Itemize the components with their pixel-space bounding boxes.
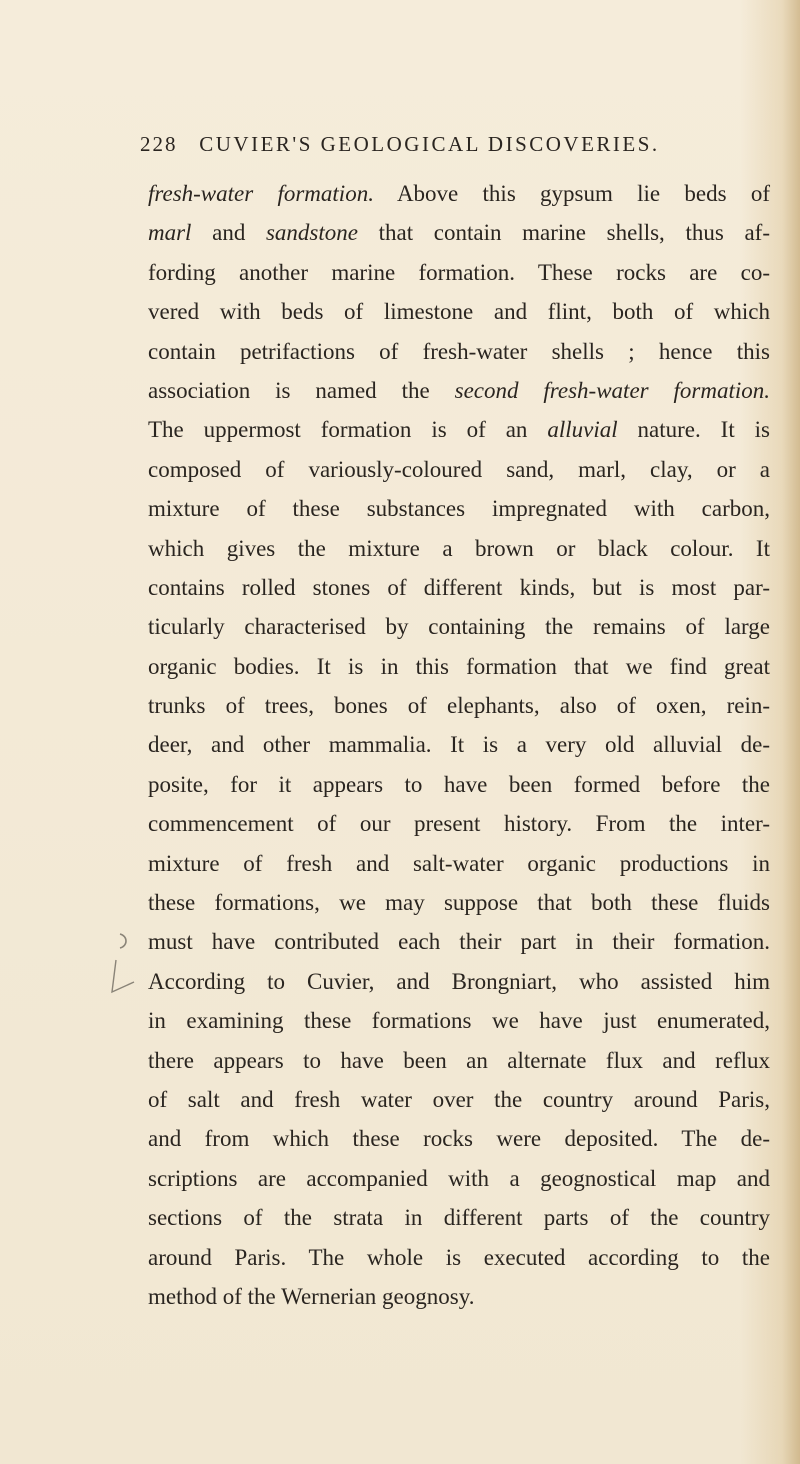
running-head [140,132,700,168]
text-line [148,962,770,1001]
text-segment: deer, and other mammalia. It is a very old alluvial de- [148,732,770,758]
italic-text-segment: alluvial [547,417,618,443]
text-line [148,1041,770,1080]
text-segment: vered with beds of limestone and flint, both of which [148,299,770,325]
text-line [148,883,770,922]
text-segment: contains rolled stones of different kinds, but is most par- [148,574,770,600]
italic-text-segment: fresh-water formation. [148,181,374,206]
text-segment: posite, for it appears to have been formed before the [148,771,770,797]
text-line [148,844,770,883]
text-segment: The uppermost formation is of an [148,417,548,443]
text-segment: mixture of these substances impregnated with carbon, [148,496,770,522]
text-line [148,292,770,331]
text-line [148,725,770,764]
text-segment: association is named the [148,377,455,403]
text-segment: mixture of fresh and salt-water organic productions in [148,850,770,876]
text-line [148,647,770,686]
text-line [148,686,770,725]
text-line [148,174,770,213]
italic-text-segment: sandstone [265,220,358,246]
text-segment: organic bodies. It is in this formation that we find great [148,653,770,679]
text-line [148,1277,770,1316]
text-segment: commencement of our present history. From the inter- [148,811,770,837]
page-number: 228 [140,132,178,156]
text-line [148,1198,770,1237]
text-line [148,804,770,843]
text-segment: According to Cuvier, and Brongniart, who assisted him [148,968,770,994]
text-segment: that contain marine shells, thus af- [357,220,770,246]
running-title: CUVIER'S GEOLOGICAL DISCOVERIES. [199,132,660,156]
text-line [148,1238,770,1277]
text-segment: these formations, we may suppose that both these fluids [148,890,770,916]
text-segment: which gives the mixture a brown or black colour. It [148,535,770,561]
text-line [148,371,770,410]
text-line [148,922,770,961]
text-segment: in examining these formations we have just enumerated, [148,1008,770,1034]
text-segment: must have contributed each their part in their formation. [148,929,770,955]
text-segment: and [191,220,266,246]
text-line [148,450,770,489]
text-segment: and from which these rocks were deposited. The de- [148,1126,770,1152]
text-line [148,1080,770,1119]
text-segment: ticularly characterised by containing the remains of large [148,614,770,640]
text-segment: around Paris. The whole is executed according to the [148,1244,770,1270]
text-segment: composed of variously-coloured sand, marl, clay, or a [148,456,770,482]
italic-text-segment: marl [148,220,192,246]
text-segment: contain petrifactions of fresh-water shells ; hence this [148,338,770,364]
text-line [148,253,770,292]
text-line [148,332,770,371]
text-line [148,213,770,252]
text-line [148,1159,770,1198]
text-line [148,489,770,528]
text-line [148,410,770,449]
pencil-margin-mark [104,930,138,1000]
text-segment: of salt and fresh water over the country around Paris, [148,1086,770,1112]
text-segment: method of the Wernerian geognosy. [148,1283,475,1309]
text-line [148,568,770,607]
text-line [148,1001,770,1040]
text-line [148,607,770,646]
text-line [148,529,770,568]
text-segment: there appears to have been an alternate flux and reflux [148,1047,770,1073]
italic-text-segment: second fresh-water formation. [454,377,771,403]
text-segment: scriptions are accompanied with a geognostical map and [148,1165,770,1191]
body-text [148,174,770,1316]
text-segment: sections of the strata in different parts of the country [148,1205,770,1231]
text-segment: nature. It is [617,417,770,443]
text-segment: trunks of trees, bones of elephants, also of oxen, rein- [148,693,770,719]
text-segment: Above this gypsum lie beds of [373,181,770,206]
text-segment: fording another marine formation. These rocks are co- [148,259,770,285]
text-line [148,765,770,804]
text-line [148,1119,770,1158]
